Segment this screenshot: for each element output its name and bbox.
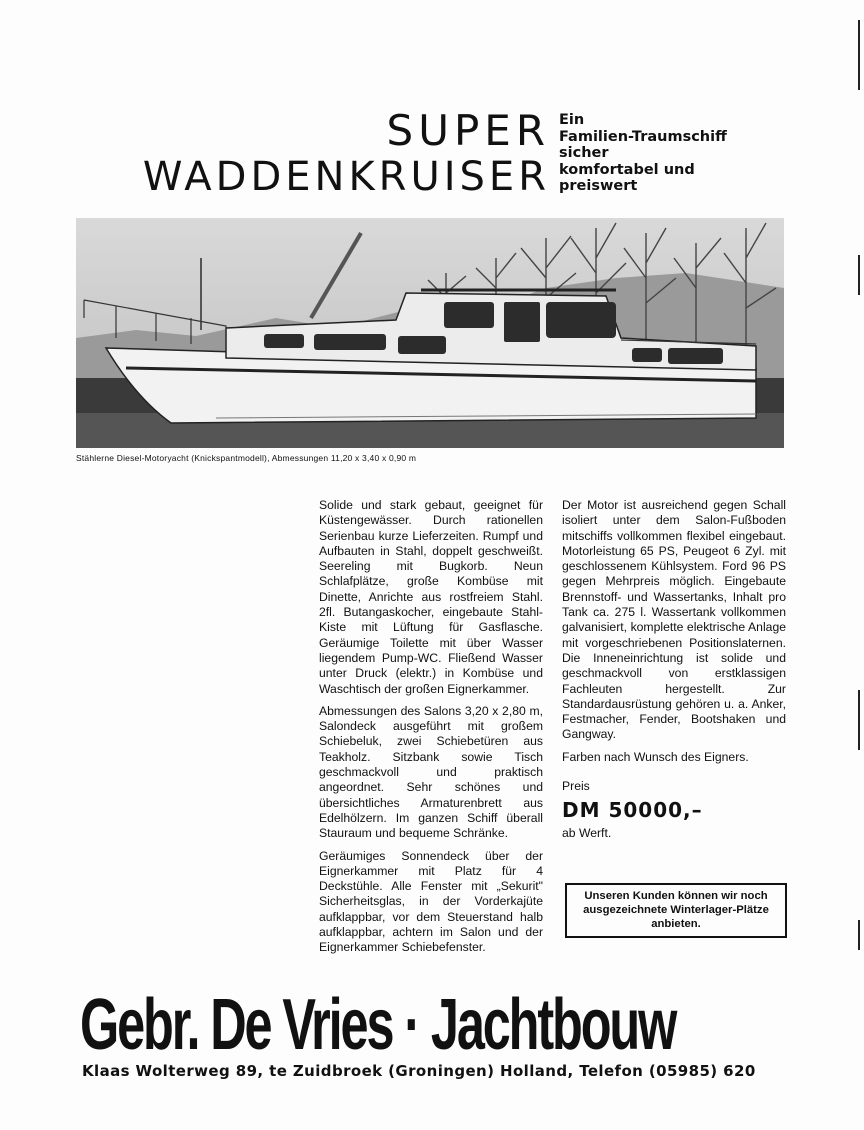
price-label: Preis: [562, 779, 590, 794]
tagline-line: Familien-Traumschiff: [559, 128, 727, 145]
photo-caption: Stählerne Diesel-Motoryacht (Knickspantmodell), Abmessungen 11,20 x 3,40 x 0,90 m: [76, 453, 417, 463]
headline-line-2: WADDENKRUISER: [142, 154, 550, 200]
tagline-line: sicher: [559, 145, 609, 162]
winter-storage-notice: Unseren Kunden können wir noch ausgezeichnete Winterlager-Plätze anbieten.: [565, 883, 787, 938]
paragraph: Der Motor ist ausreichend gegen Schall isoliert unter dem Salon-Fußboden mitschiffs vollkommen flexibel eingebaut. Motorleistung 65 PS, Peugeot 6 Zyl. mit geschlossenem Kühlsystem. Ford 96 PS gegen Mehrpreis möglich. Eingebaute Brennstoff- und Wassertanks, Inhalt pro Tank ca. 275 l. Wassertank vollkommen galvanisiert, komplette elektrische Anlage mit vorgeschriebenen Positionslaternen. Die Inneneinrichtung ist solide und geschmackvoll von erstklassigen Fachleuten hergestellt. Zur Standardausrüstung gehören u. a. Anker, Festmacher, Fender, Bootshaken und Gangway.: [562, 498, 786, 742]
tagline-line: Ein: [559, 112, 585, 128]
paragraph: Geräumiges Sonnendeck über der Eignerkammer mit Platz für 4 Deckstühle. Alle Fenster mit „Sekurit" Sicherheitsglas, in der Vorderkajüte aufklappbar, vor dem Steuerstand halb aufklappbar, achtern im Salon und der Eignerkammer Schiebefenster.: [319, 848, 543, 955]
description-column-right: [562, 498, 786, 849]
headline: [70, 108, 550, 200]
paragraph: Farben nach Wunsch des Eigners.: [562, 749, 749, 764]
tagline-line: preiswert: [559, 178, 638, 195]
price-note: ab Werft.: [562, 826, 612, 841]
company-name: Gebr. De Vries · Jachtbouw: [80, 985, 676, 1065]
company-address: Klaas Wolterweg 89, te Zuidbroek (Groningen) Holland, Telefon (05985) 620: [82, 1062, 756, 1080]
page-edge-marks: [850, 0, 864, 1130]
tagline-line: komfortabel und: [559, 161, 695, 178]
paragraph: Abmessungen des Salons 3,20 x 2,80 m, Salondeck ausgeführt mit großem Schiebeluk, zwei Schiebetüren aus Teakholz. Sitzbank sowie Tisch geschmackvoll und praktisch angeordnet. Sehr schönes und übersichtliches Armaturenbrett aus Edelhölzern. Im ganzen Schiff überall Stauraum und bequeme Schränke.: [319, 703, 543, 841]
headline-line-1: SUPER: [386, 106, 550, 155]
price-value: DM 50000,–: [562, 798, 703, 823]
paragraph: Solide und stark gebaut, geeignet für Küstengewässer. Durch rationellen Serienbau kurze Lieferzeiten. Rumpf und Aufbauten in Stahl, doppelt geschweißt. Seereling mit Bugkorb. Neun Schlafplätze, große Kombüse mit Dinette, Anrichte aus rostfreiem Stahl. 2fl. Butangaskocher, eingebaute Stahl-Kiste mit Lüftung für Gasflasche. Geräumige Toilette mit über Wasser liegendem Pump-WC. Fließend Wasser unter Druck (elektr.) in Kombüse und Waschtisch der großen Eignerkammer.: [319, 498, 543, 696]
description-column-left: [319, 498, 543, 963]
tagline: [559, 112, 727, 195]
motor-yacht-photo: [76, 218, 784, 448]
